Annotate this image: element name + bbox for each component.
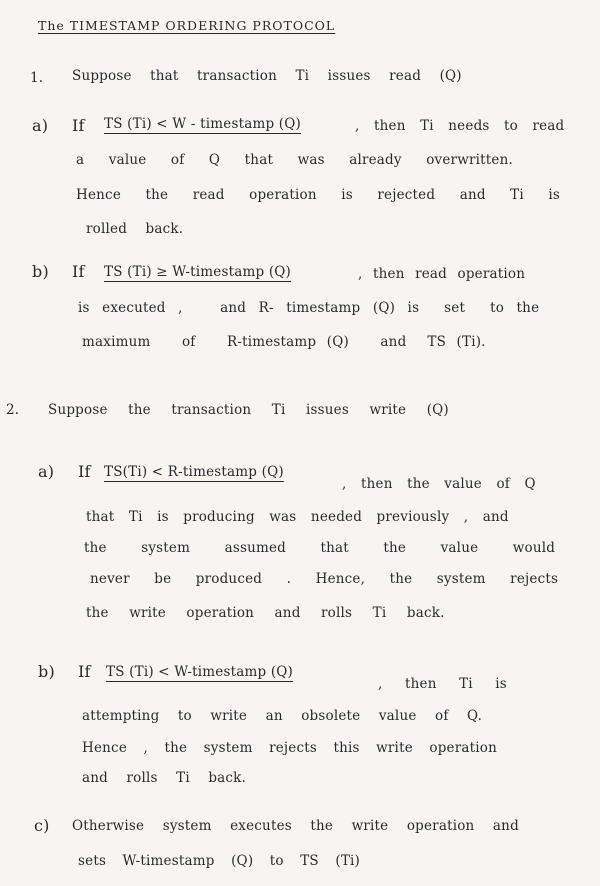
s1-a-label: a) (32, 116, 49, 135)
s2-a-line1-rest: , then the value of Q (342, 476, 536, 492)
s2-b-line2: attempting to write an obsolete value of Q. (82, 708, 483, 724)
s2-a-line3: the system assumed that the value would (84, 540, 556, 556)
s1-a-condition: TS (Ti) < W - timestamp (Q) (104, 116, 301, 132)
s1-a-line4: rolled back. (86, 221, 184, 237)
section-2-intro: Suppose the transaction Ti issues write (Q) (48, 402, 449, 418)
s2-b-line4: and rolls Ti back. (82, 770, 247, 786)
s2-a-line5: the write operation and rolls Ti back. (86, 605, 445, 621)
document-title: The TIMESTAMP ORDERING PROTOCOL (38, 18, 336, 33)
s1-b-if: If (72, 262, 85, 281)
s2-b-condition: TS (Ti) < W-timestamp (Q) (106, 664, 294, 680)
s2-b-if: If (78, 662, 91, 681)
s2-c-line1: Otherwise system executes the write operation and (72, 818, 519, 834)
s2-a-line4: never be produced . Hence, the system rejects (90, 571, 559, 587)
s1-b-label: b) (32, 262, 49, 281)
s1-a-line1-rest: , then Ti needs to read (355, 118, 565, 134)
s2-a-if: If (78, 462, 91, 481)
s2-b-line3: Hence , the system rejects this write operation (82, 740, 498, 756)
section-1-number: 1. (30, 70, 44, 86)
s2-c-line2: sets W-timestamp (Q) to TS (Ti) (78, 853, 361, 869)
s1-a-if: If (72, 116, 85, 135)
section-2-number: 2. (6, 402, 20, 418)
s2-c-label: c) (34, 816, 50, 835)
s1-b-line1-rest: , then read operation (358, 266, 526, 282)
s2-a-condition: TS(Ti) < R-timestamp (Q) (104, 464, 284, 480)
s1-a-line3: Hence the read operation is rejected and Ti is (76, 187, 561, 203)
s2-a-label: a) (38, 462, 55, 481)
s1-b-line2: is executed , and R- timestamp (Q) is set to the (78, 300, 540, 316)
s2-a-line2: that Ti is producing was needed previously , and (86, 509, 509, 525)
section-1-intro: Suppose that transaction Ti issues read (Q) (72, 68, 462, 84)
s2-b-label: b) (38, 662, 55, 681)
s1-a-line2: a value of Q that was already overwritten. (76, 152, 513, 168)
s1-b-line3: maximum of R-timestamp (Q) and TS (Ti). (82, 334, 486, 350)
s1-b-condition: TS (Ti) ≥ W-timestamp (Q) (104, 264, 292, 280)
s2-b-line1-rest: , then Ti is (378, 676, 507, 692)
